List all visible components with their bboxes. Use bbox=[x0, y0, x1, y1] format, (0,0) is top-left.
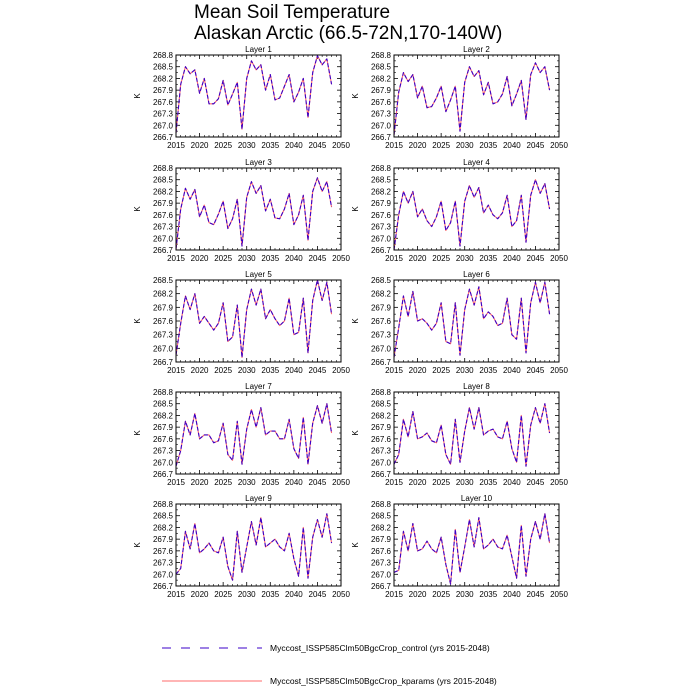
y-tick-label: 267.3 bbox=[370, 222, 391, 232]
y-tick-label: 268.5 bbox=[152, 175, 173, 185]
y-tick-label: 268.8 bbox=[370, 164, 391, 173]
y-tick-label: 268.2 bbox=[370, 523, 391, 533]
x-tick-label: 2030 bbox=[237, 141, 256, 150]
y-tick-label: 266.7 bbox=[152, 358, 173, 367]
y-tick-label: 268.5 bbox=[152, 62, 173, 72]
x-tick-label: 2025 bbox=[214, 141, 233, 150]
y-tick-label: 267.9 bbox=[152, 423, 173, 433]
y-tick-label: 267.6 bbox=[152, 546, 173, 556]
x-tick-label: 2045 bbox=[308, 366, 327, 375]
y-axis-label: K bbox=[133, 93, 142, 99]
y-tick-label: 267.0 bbox=[152, 570, 173, 580]
y-tick-label: 268.8 bbox=[370, 51, 391, 60]
x-tick-label: 2025 bbox=[214, 478, 233, 487]
x-tick-label: 2050 bbox=[332, 366, 350, 375]
y-tick-label: 267.0 bbox=[370, 458, 391, 468]
x-tick-label: 2040 bbox=[502, 478, 521, 487]
y-tick-label: 267.6 bbox=[370, 97, 391, 107]
x-tick-label: 2035 bbox=[479, 590, 498, 599]
y-tick-label: 268.5 bbox=[152, 276, 173, 285]
y-tick-label: 268.5 bbox=[370, 276, 391, 285]
y-tick-label: 267.0 bbox=[152, 458, 173, 468]
x-tick-label: 2030 bbox=[237, 254, 256, 263]
y-tick-label: 268.2 bbox=[152, 187, 173, 197]
x-tick-label: 2035 bbox=[479, 478, 498, 487]
x-tick-label: 2035 bbox=[261, 478, 280, 487]
y-tick-label: 268.2 bbox=[370, 187, 391, 197]
y-tick-label: 267.3 bbox=[152, 558, 173, 568]
y-tick-label: 267.9 bbox=[152, 199, 173, 209]
y-tick-label: 268.8 bbox=[370, 388, 391, 397]
x-tick-label: 2040 bbox=[502, 590, 521, 599]
x-tick-label: 2020 bbox=[408, 590, 427, 599]
y-axis-label: K bbox=[133, 542, 142, 548]
x-tick-label: 2025 bbox=[214, 254, 233, 263]
y-axis-label: K bbox=[133, 318, 142, 324]
panel-title: Layer 4 bbox=[463, 158, 490, 167]
y-tick-label: 266.7 bbox=[152, 582, 173, 591]
y-tick-label: 268.5 bbox=[370, 511, 391, 521]
y-tick-label: 266.7 bbox=[152, 246, 173, 255]
x-tick-label: 2015 bbox=[167, 590, 185, 599]
y-tick-label: 267.9 bbox=[370, 199, 391, 209]
x-tick-label: 2035 bbox=[261, 590, 280, 599]
x-tick-label: 2040 bbox=[284, 141, 303, 150]
x-tick-label: 2015 bbox=[385, 366, 403, 375]
y-axis-label: K bbox=[351, 93, 360, 99]
y-tick-label: 268.5 bbox=[152, 511, 173, 521]
x-tick-label: 2040 bbox=[284, 478, 303, 487]
y-tick-label: 267.9 bbox=[370, 423, 391, 433]
y-tick-label: 267.0 bbox=[370, 121, 391, 131]
x-tick-label: 2045 bbox=[308, 478, 327, 487]
y-tick-label: 267.6 bbox=[370, 210, 391, 220]
x-tick-label: 2020 bbox=[190, 366, 209, 375]
x-tick-label: 2020 bbox=[190, 590, 209, 599]
x-tick-label: 2050 bbox=[550, 478, 568, 487]
x-tick-label: 2050 bbox=[332, 590, 350, 599]
y-tick-label: 267.3 bbox=[370, 109, 391, 119]
y-tick-label: 268.8 bbox=[370, 500, 391, 509]
x-tick-label: 2015 bbox=[167, 254, 185, 263]
y-tick-label: 268.8 bbox=[152, 500, 173, 509]
x-tick-label: 2045 bbox=[308, 254, 327, 263]
panel-title: Layer 6 bbox=[463, 270, 490, 279]
y-tick-label: 267.9 bbox=[370, 535, 391, 545]
x-tick-label: 2045 bbox=[526, 366, 545, 375]
y-tick-label: 267.9 bbox=[152, 86, 173, 96]
panel-title: Layer 5 bbox=[245, 270, 272, 279]
y-axis-label: K bbox=[351, 206, 360, 212]
y-tick-label: 268.2 bbox=[370, 289, 391, 299]
y-tick-label: 267.3 bbox=[152, 222, 173, 232]
x-tick-label: 2035 bbox=[479, 366, 498, 375]
y-tick-label: 268.5 bbox=[370, 175, 391, 185]
main-title-line-1: Mean Soil Temperature bbox=[194, 2, 391, 23]
x-tick-label: 2045 bbox=[526, 478, 545, 487]
x-tick-label: 2015 bbox=[167, 366, 185, 375]
x-tick-label: 2025 bbox=[432, 590, 451, 599]
y-tick-label: 267.0 bbox=[370, 234, 391, 244]
y-tick-label: 267.3 bbox=[370, 330, 391, 340]
main-title-line-2: Alaskan Arctic (66.5-72N,170-140W) bbox=[194, 23, 503, 44]
x-tick-label: 2045 bbox=[526, 254, 545, 263]
y-axis-label: K bbox=[133, 206, 142, 212]
y-tick-label: 266.7 bbox=[370, 358, 391, 367]
x-tick-label: 2045 bbox=[526, 141, 545, 150]
y-tick-label: 267.3 bbox=[152, 330, 173, 340]
panel-title: Layer 8 bbox=[463, 382, 490, 391]
y-tick-label: 266.7 bbox=[152, 470, 173, 479]
y-tick-label: 267.9 bbox=[152, 303, 173, 313]
x-tick-label: 2020 bbox=[408, 254, 427, 263]
x-tick-label: 2030 bbox=[455, 141, 474, 150]
y-tick-label: 268.5 bbox=[370, 399, 391, 409]
x-tick-label: 2020 bbox=[408, 366, 427, 375]
x-tick-label: 2035 bbox=[261, 254, 280, 263]
panel-title: Layer 10 bbox=[460, 494, 493, 503]
y-tick-label: 267.6 bbox=[152, 210, 173, 220]
x-tick-label: 2030 bbox=[237, 478, 256, 487]
y-tick-label: 268.8 bbox=[152, 388, 173, 397]
y-tick-label: 268.8 bbox=[152, 51, 173, 60]
y-tick-label: 268.2 bbox=[370, 411, 391, 421]
y-tick-label: 267.0 bbox=[152, 344, 173, 354]
y-tick-label: 267.3 bbox=[370, 446, 391, 456]
panel-title: Layer 3 bbox=[245, 158, 272, 167]
x-tick-label: 2030 bbox=[455, 478, 474, 487]
x-tick-label: 2025 bbox=[432, 366, 451, 375]
y-tick-label: 266.7 bbox=[370, 470, 391, 479]
y-tick-label: 267.3 bbox=[370, 558, 391, 568]
y-tick-label: 268.2 bbox=[370, 74, 391, 84]
y-axis-label: K bbox=[351, 430, 360, 436]
y-tick-label: 268.2 bbox=[152, 74, 173, 84]
x-tick-label: 2030 bbox=[237, 590, 256, 599]
x-tick-label: 2045 bbox=[308, 141, 327, 150]
x-tick-label: 2015 bbox=[385, 254, 403, 263]
y-tick-label: 267.0 bbox=[152, 121, 173, 131]
x-tick-label: 2050 bbox=[332, 478, 350, 487]
x-tick-label: 2030 bbox=[455, 366, 474, 375]
legend-label-control: Myccost_ISSP585Clm50BgcCrop_control (yrs 2015-2048) bbox=[270, 643, 490, 653]
x-tick-label: 2045 bbox=[308, 590, 327, 599]
x-tick-label: 2050 bbox=[550, 141, 568, 150]
y-axis-label: K bbox=[133, 430, 142, 436]
y-tick-label: 267.6 bbox=[152, 97, 173, 107]
x-tick-label: 2015 bbox=[385, 590, 403, 599]
y-tick-label: 268.8 bbox=[152, 164, 173, 173]
y-tick-label: 268.2 bbox=[152, 523, 173, 533]
y-tick-label: 268.5 bbox=[370, 62, 391, 72]
panel-title: Layer 1 bbox=[245, 45, 272, 54]
x-tick-label: 2035 bbox=[479, 254, 498, 263]
y-tick-label: 267.9 bbox=[370, 303, 391, 313]
x-tick-label: 2025 bbox=[214, 590, 233, 599]
y-tick-label: 266.7 bbox=[152, 133, 173, 142]
x-tick-label: 2040 bbox=[502, 141, 521, 150]
y-axis-label: K bbox=[351, 318, 360, 324]
x-tick-label: 2045 bbox=[526, 590, 545, 599]
x-tick-label: 2050 bbox=[332, 254, 350, 263]
x-tick-label: 2025 bbox=[432, 478, 451, 487]
x-tick-label: 2040 bbox=[284, 254, 303, 263]
x-tick-label: 2015 bbox=[385, 141, 403, 150]
x-tick-label: 2040 bbox=[502, 366, 521, 375]
y-tick-label: 267.6 bbox=[152, 434, 173, 444]
x-tick-label: 2050 bbox=[550, 366, 568, 375]
x-tick-label: 2025 bbox=[214, 366, 233, 375]
x-tick-label: 2020 bbox=[190, 478, 209, 487]
x-tick-label: 2020 bbox=[190, 254, 209, 263]
x-tick-label: 2020 bbox=[190, 141, 209, 150]
y-tick-label: 267.0 bbox=[152, 234, 173, 244]
x-tick-label: 2050 bbox=[332, 141, 350, 150]
y-tick-label: 268.5 bbox=[152, 399, 173, 409]
y-tick-label: 268.2 bbox=[152, 289, 173, 299]
x-tick-label: 2035 bbox=[261, 366, 280, 375]
y-tick-label: 267.0 bbox=[370, 344, 391, 354]
x-tick-label: 2015 bbox=[385, 478, 403, 487]
x-tick-label: 2040 bbox=[284, 366, 303, 375]
panel-title: Layer 9 bbox=[245, 494, 272, 503]
legend-label-kparams: Myccost_ISSP585Clm50BgcCrop_kparams (yrs 2015-2048) bbox=[270, 676, 497, 686]
x-tick-label: 2025 bbox=[432, 254, 451, 263]
x-tick-label: 2020 bbox=[408, 478, 427, 487]
y-tick-label: 266.7 bbox=[370, 133, 391, 142]
x-tick-label: 2025 bbox=[432, 141, 451, 150]
y-tick-label: 267.3 bbox=[152, 446, 173, 456]
x-tick-label: 2040 bbox=[284, 590, 303, 599]
panel-title: Layer 2 bbox=[463, 45, 490, 54]
y-tick-label: 267.9 bbox=[152, 535, 173, 545]
y-tick-label: 267.0 bbox=[370, 570, 391, 580]
y-axis-label: K bbox=[351, 542, 360, 548]
y-tick-label: 267.6 bbox=[370, 317, 391, 326]
x-tick-label: 2030 bbox=[237, 366, 256, 375]
y-tick-label: 267.9 bbox=[370, 86, 391, 96]
x-tick-label: 2050 bbox=[550, 590, 568, 599]
y-tick-label: 267.6 bbox=[370, 434, 391, 444]
x-tick-label: 2030 bbox=[455, 254, 474, 263]
y-tick-label: 267.3 bbox=[152, 109, 173, 119]
x-tick-label: 2030 bbox=[455, 590, 474, 599]
x-tick-label: 2020 bbox=[408, 141, 427, 150]
y-tick-label: 267.6 bbox=[370, 546, 391, 556]
x-tick-label: 2035 bbox=[261, 141, 280, 150]
y-tick-label: 266.7 bbox=[370, 246, 391, 255]
x-tick-label: 2040 bbox=[502, 254, 521, 263]
y-tick-label: 267.6 bbox=[152, 317, 173, 326]
x-tick-label: 2035 bbox=[479, 141, 498, 150]
x-tick-label: 2015 bbox=[167, 141, 185, 150]
x-tick-label: 2015 bbox=[167, 478, 185, 487]
panel-title: Layer 7 bbox=[245, 382, 272, 391]
x-tick-label: 2050 bbox=[550, 254, 568, 263]
y-tick-label: 268.2 bbox=[152, 411, 173, 421]
y-tick-label: 266.7 bbox=[370, 582, 391, 591]
